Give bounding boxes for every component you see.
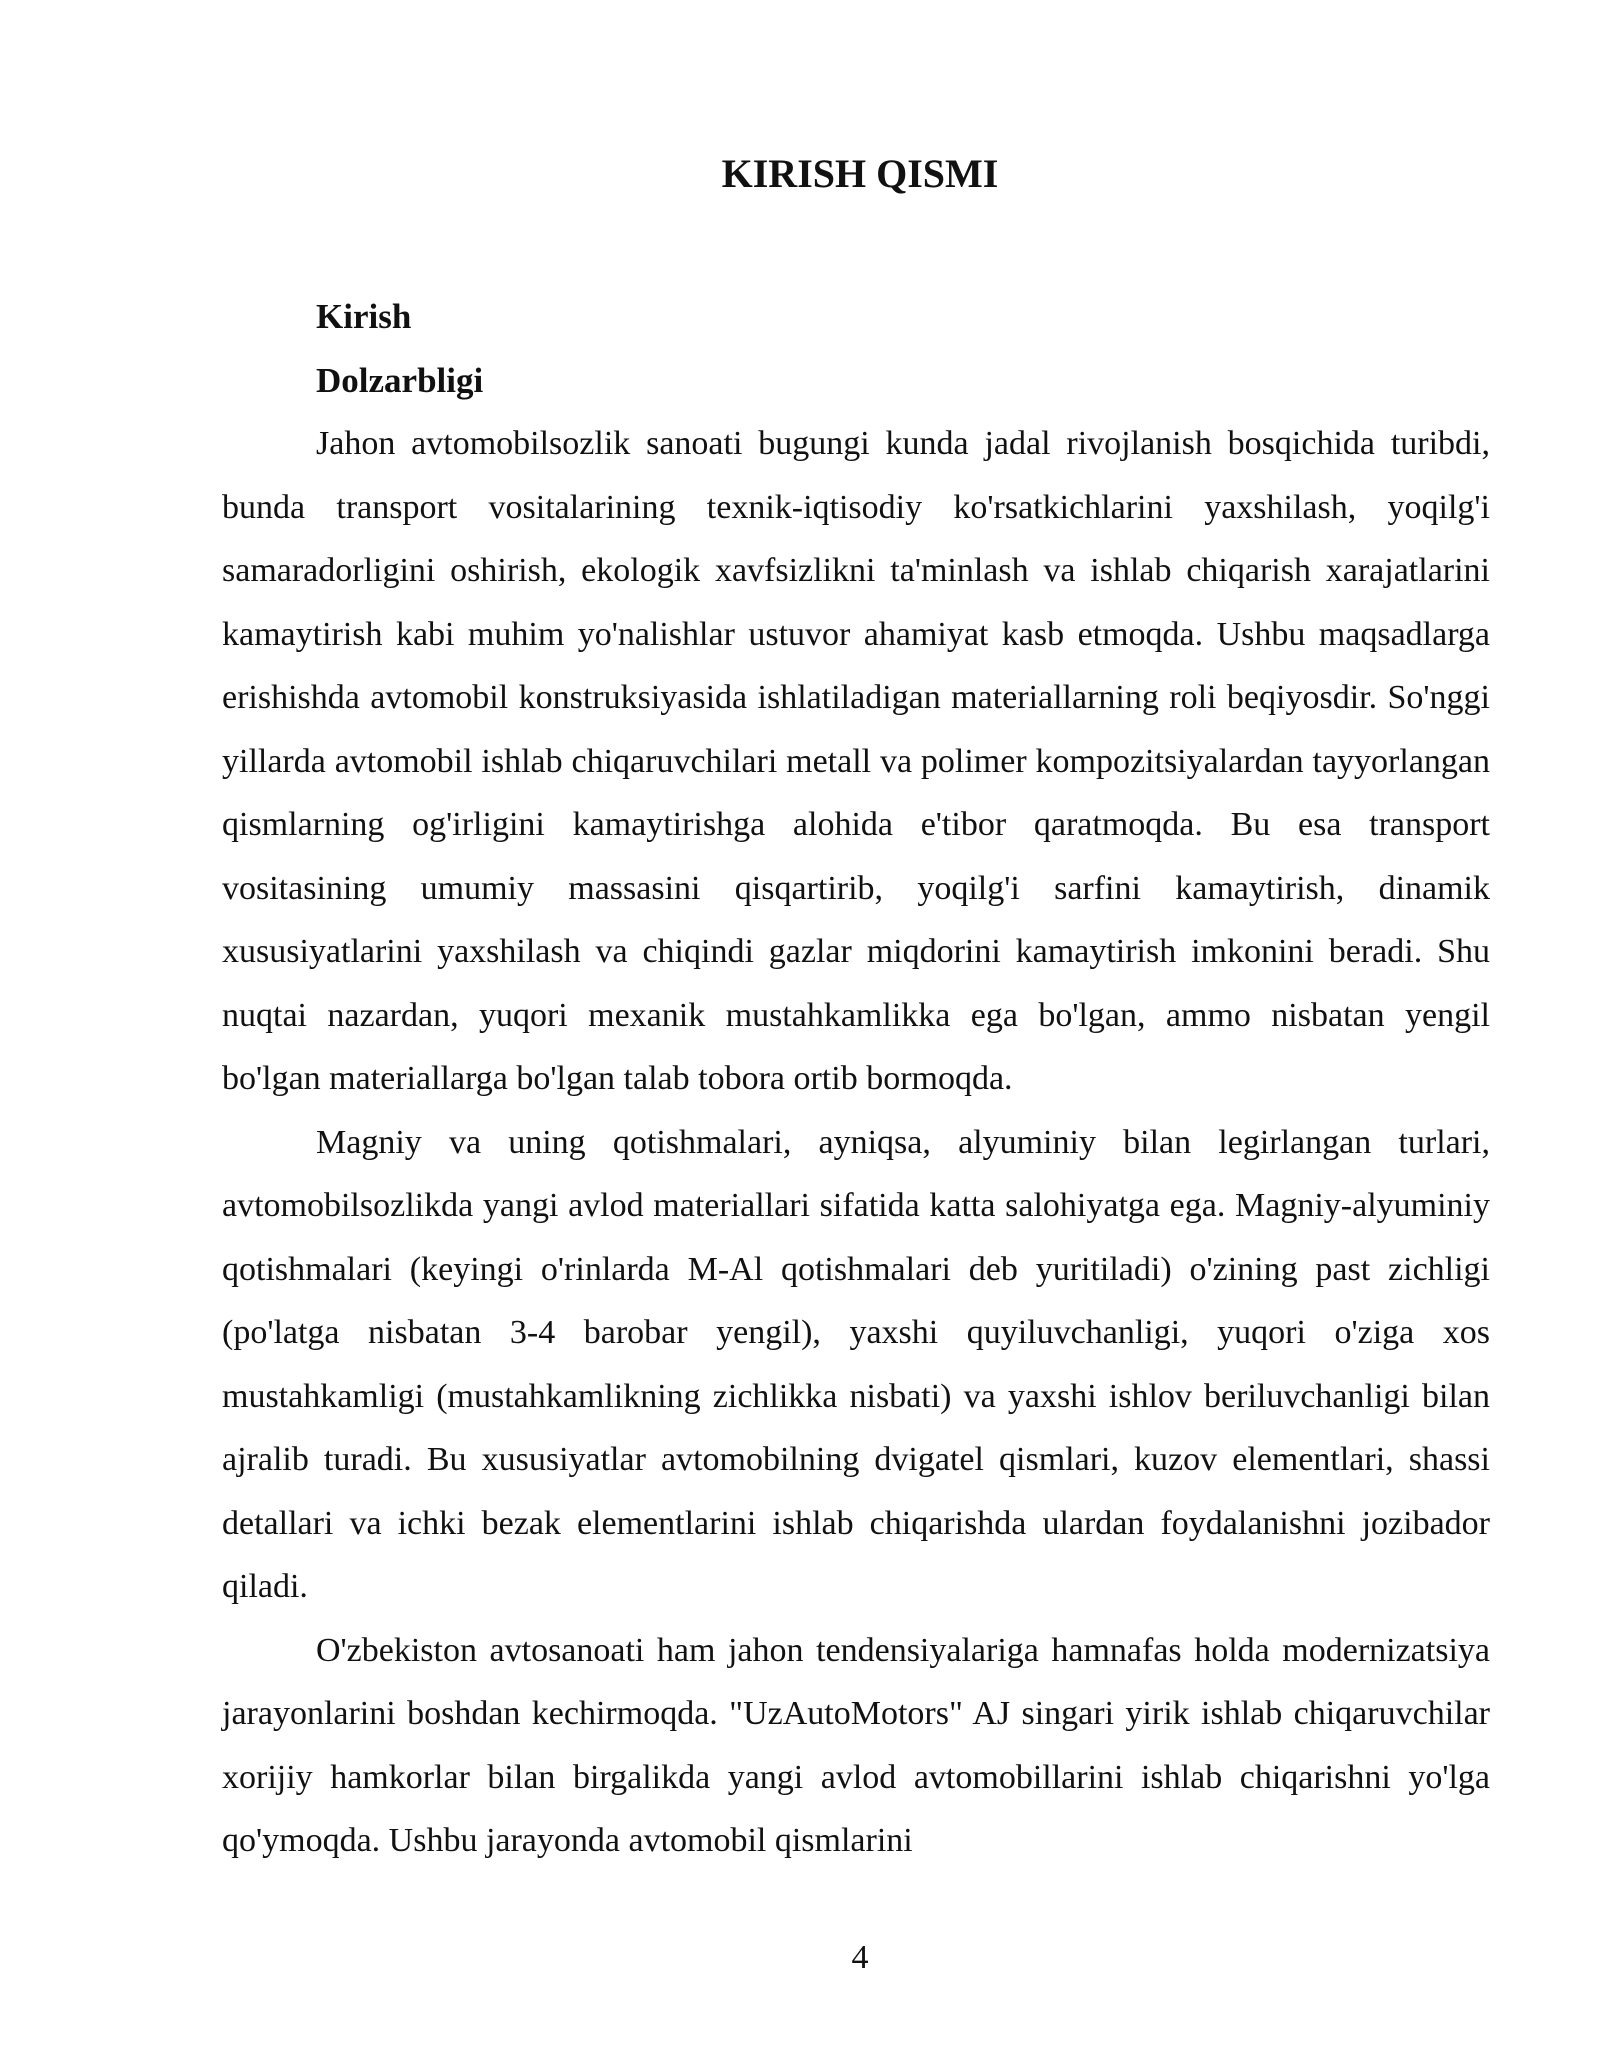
body-paragraph-3: O'zbekiston avtosanoati ham jahon tendensiyalariga hamnafas holda modernizatsiya jarayonlarini boshdan kechirmoqda. "UzAutoMotors" AJ singari yirik ishlab chiqaruvchilar xorijiy hamkorlar bilan birgalikda yangi avlod avtomobillarini ishlab chiqarishni yo'lga qo'ymoqda. Ushbu jarayonda avtomobil qismlarini [222, 1631, 1490, 1859]
body-paragraph-2: Magniy va uning qotishmalari, ayniqsa, alyuminiy bilan legirlangan turlari, avtomobilsozlikda yangi avlod materiallari sifatida katta salohiyatga ega. Magniy-alyuminiy qotishmalari (keyingi o'rinlarda M-Al qotishmalari deb yuritiladi) o'zining past zichligi (po'latga nisbatan 3-4 barobar yengil), yaxshi quyiluvchanligi, yuqori o'ziga xos mustahkamligi (mustahkamlikning zichlikka nisbati) va yaxshi ishlov beriluvchanligi bilan ajralib turadi. Bu xususiyatlar avtomobilning dvigatel qismlari, kuzov elementlari, shassi detallari va ichki bezak elementlarini ishlab chiqarishda ulardan foydalanishni jozibador qiladi. [222, 1123, 1490, 1605]
body-paragraph-1: Jahon avtomobilsozlik sanoati bugungi kunda jadal rivojlanish bosqichida turibdi, bunda transport vositalarining texnik-iqtisodiy ko'rsatkichlarini yaxshilash, yoqilg'i samaradorligini oshirish, ekologik xavfsizlikni ta'minlash va ishlab chiqarish xarajatlarini kamaytirish kabi muhim yo'nalishlar ustuvor ahamiyat kasb etmoqda. Ushbu maqsadlarga erishishda avtomobil konstruksiyasida ishlatiladigan materiallarning roli beqiyosdir. So'nggi yillarda avtomobil ishlab chiqaruvchilari metall va polimer kompozitsiyalardan tayyorlangan qismlarning og'irligini kamaytirishga alohida e'tibor qaratmoqda. Bu esa transport vositasining umumiy massasini qisqartirib, yoqilg'i sarfini kamaytirish, dinamik xususiyatlarini yaxshilash va chiqindi gazlar miqdorini kamaytirish imkonini beradi. Shu nuqtai nazardan, yuqori mexanik mustahkamlikka ega bo'lgan, ammo nisbatan yengil bo'lgan materiallarga bo'lgan talab tobora ortib bormoqda. [222, 425, 1490, 1097]
section-heading-dolzarbligi: Dolzarbligi [316, 360, 484, 400]
page-title: KIRISH QISMI [721, 151, 999, 196]
document-body [222, 285, 1490, 1873]
page-number: 4 [851, 1939, 869, 1976]
section-heading-kirish: Kirish [316, 297, 412, 336]
